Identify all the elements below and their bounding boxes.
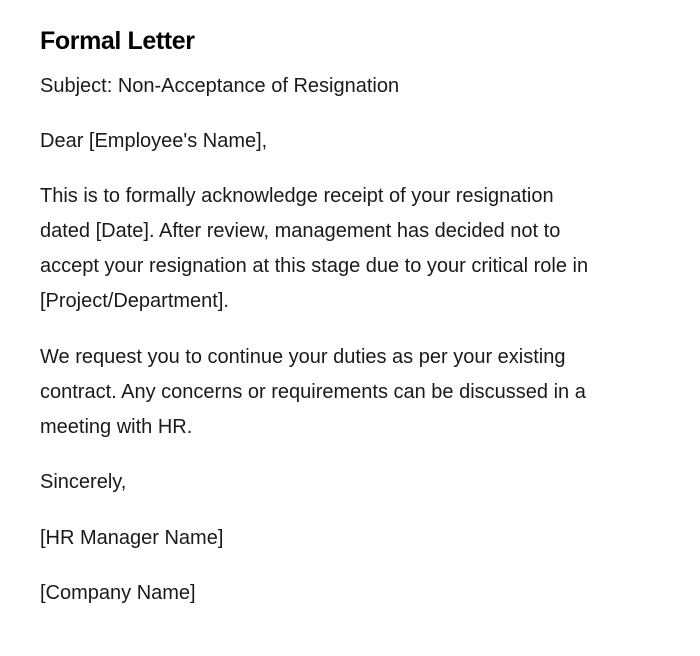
paragraph-line: contract. Any concerns or requirements can be discussed in a <box>40 381 586 403</box>
letter-paragraph-1 <box>40 179 588 319</box>
paragraph-line: meeting with HR. <box>40 416 193 438</box>
paragraph-line: [Project/Department]. <box>40 290 229 312</box>
letter-title: Formal Letter <box>40 27 195 55</box>
paragraph-line: This is to formally acknowledge receipt of your resignation <box>40 185 554 207</box>
letter-closing: Sincerely, <box>40 471 127 493</box>
letter-paragraph-2 <box>40 340 586 445</box>
letter-subject: Subject: Non-Acceptance of Resignation <box>40 75 400 97</box>
signature-name: [HR Manager Name] <box>40 527 224 549</box>
letter-greeting: Dear [Employee's Name], <box>40 130 268 152</box>
company-name: [Company Name] <box>40 582 196 604</box>
paragraph-line: dated [Date]. After review, management has decided not to <box>40 220 561 242</box>
paragraph-line: We request you to continue your duties as per your existing <box>40 346 566 368</box>
paragraph-line: accept your resignation at this stage due to your critical role in <box>40 255 589 277</box>
